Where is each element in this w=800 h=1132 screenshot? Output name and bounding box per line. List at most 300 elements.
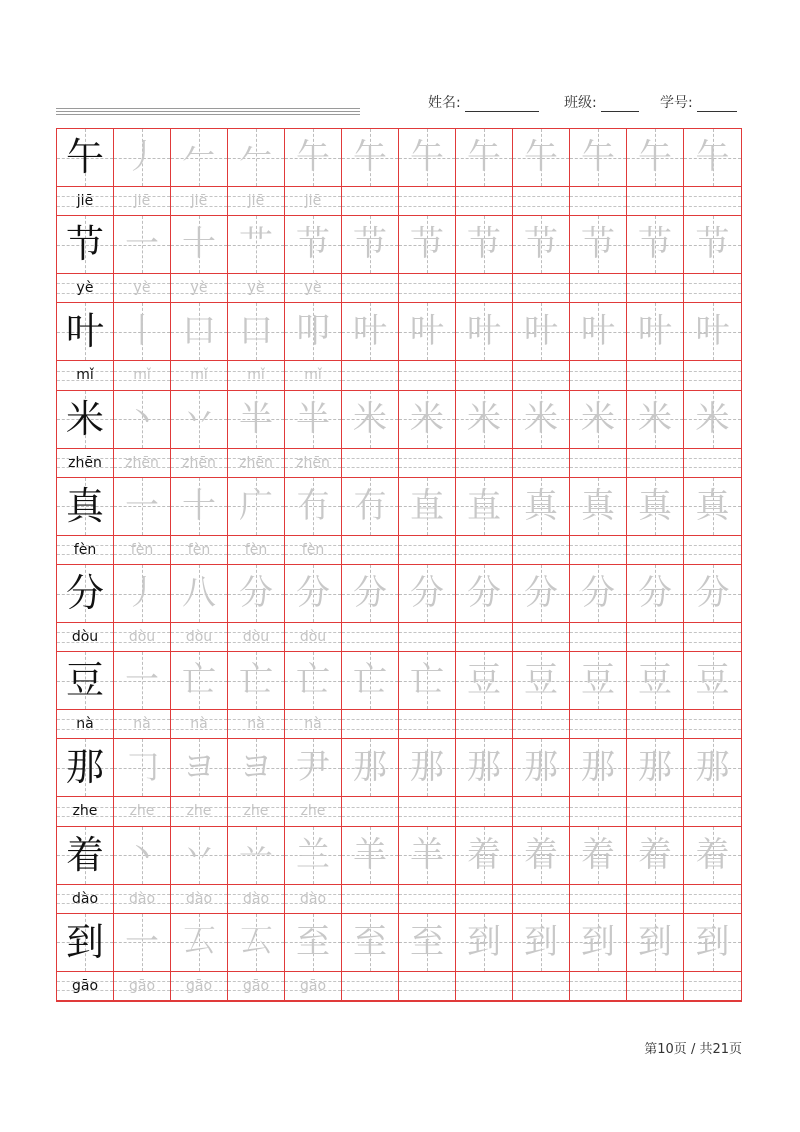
pinyin-band [57, 971, 741, 1001]
trace-pinyin-cell[interactable] [114, 623, 171, 651]
trace-pinyin-cell[interactable] [228, 536, 285, 564]
trace-character-cell[interactable] [285, 565, 342, 622]
trace-pinyin-cell[interactable] [684, 885, 741, 913]
trace-character: 一 [125, 660, 159, 701]
trace-character-cell[interactable] [285, 216, 342, 273]
trace-pinyin-cell[interactable] [456, 449, 513, 477]
trace-pinyin-cell[interactable] [627, 449, 684, 477]
model-character-cell[interactable] [57, 391, 114, 448]
trace-character: 着 [638, 834, 672, 875]
trace-pinyin-cell[interactable] [399, 885, 456, 913]
class-blank[interactable] [601, 97, 639, 112]
trace-character-cell[interactable] [399, 827, 456, 884]
trace-pinyin-cell[interactable] [285, 710, 342, 738]
trace-pinyin-cell[interactable] [513, 449, 570, 477]
trace-character-cell[interactable] [456, 216, 513, 273]
trace-character-cell[interactable] [114, 652, 171, 709]
trace-character-cell[interactable] [228, 478, 285, 535]
trace-pinyin-cell[interactable] [513, 361, 570, 389]
trace-character-cell[interactable] [171, 303, 228, 360]
trace-pinyin-cell[interactable] [171, 797, 228, 825]
model-character: 豆 [65, 658, 104, 703]
trace-pinyin-cell[interactable] [513, 710, 570, 738]
student-number-field[interactable] [660, 92, 737, 112]
trace-pinyin-cell[interactable] [228, 274, 285, 302]
model-pinyin-cell[interactable] [57, 187, 114, 215]
trace-pinyin-cell[interactable] [627, 972, 684, 1000]
trace-pinyin-cell[interactable] [114, 274, 171, 302]
trace-pinyin-cell[interactable] [399, 274, 456, 302]
trace-pinyin-cell[interactable] [399, 972, 456, 1000]
name-label: 姓名: [428, 95, 461, 111]
trace-pinyin-cell[interactable] [399, 710, 456, 738]
trace-pinyin-cell[interactable] [285, 361, 342, 389]
trace-pinyin: zhēn [296, 454, 330, 471]
trace-character-cell[interactable] [399, 478, 456, 535]
trace-character-cell[interactable] [399, 303, 456, 360]
trace-character-cell[interactable] [285, 303, 342, 360]
trace-pinyin-cell[interactable] [285, 449, 342, 477]
trace-pinyin-cell[interactable] [285, 797, 342, 825]
trace-pinyin-cell[interactable] [513, 885, 570, 913]
trace-pinyin-cell[interactable] [684, 710, 741, 738]
trace-pinyin-cell[interactable] [171, 536, 228, 564]
trace-pinyin-cell[interactable] [114, 972, 171, 1000]
trace-character-cell[interactable] [228, 565, 285, 622]
trace-pinyin-cell[interactable] [513, 797, 570, 825]
trace-character: 亡 [410, 660, 444, 701]
trace-pinyin: zhēn [182, 454, 216, 471]
trace-character-cell[interactable] [171, 129, 228, 186]
trace-character-cell[interactable] [684, 739, 741, 796]
trace-character-cell[interactable] [342, 914, 399, 971]
trace-pinyin: zhe [243, 803, 269, 820]
trace-character-cell[interactable] [399, 391, 456, 448]
trace-pinyin-cell[interactable] [684, 536, 741, 564]
model-pinyin-cell[interactable] [57, 797, 114, 825]
trace-pinyin-cell[interactable] [342, 536, 399, 564]
trace-pinyin-cell[interactable] [456, 536, 513, 564]
trace-character-cell[interactable] [570, 739, 627, 796]
trace-character: 那 [353, 747, 387, 788]
trace-character-cell[interactable] [627, 652, 684, 709]
trace-character-cell[interactable] [399, 129, 456, 186]
model-character-cell[interactable] [57, 914, 114, 971]
trace-pinyin-cell[interactable] [684, 187, 741, 215]
trace-pinyin-cell[interactable] [171, 710, 228, 738]
trace-character: 亡 [239, 660, 273, 701]
practice-row [57, 391, 741, 478]
trace-character-cell[interactable] [399, 652, 456, 709]
trace-pinyin-cell[interactable] [627, 274, 684, 302]
trace-character-cell[interactable] [627, 914, 684, 971]
model-character-cell[interactable] [57, 652, 114, 709]
trace-character-cell[interactable] [570, 565, 627, 622]
trace-pinyin-cell[interactable] [171, 274, 228, 302]
trace-character-cell[interactable] [342, 391, 399, 448]
trace-pinyin-cell[interactable] [456, 885, 513, 913]
trace-pinyin-cell[interactable] [171, 449, 228, 477]
trace-pinyin-cell[interactable] [228, 972, 285, 1000]
trace-character-cell[interactable] [456, 303, 513, 360]
trace-pinyin-cell[interactable] [285, 536, 342, 564]
trace-character: 那 [410, 747, 444, 788]
trace-character-cell[interactable] [513, 914, 570, 971]
trace-pinyin-cell[interactable] [684, 972, 741, 1000]
trace-pinyin-cell[interactable] [456, 187, 513, 215]
trace-character-cell[interactable] [228, 652, 285, 709]
trace-pinyin-cell[interactable] [570, 885, 627, 913]
trace-character-cell[interactable] [342, 652, 399, 709]
class-field[interactable] [564, 92, 639, 112]
trace-character-cell[interactable] [228, 129, 285, 186]
trace-character-cell[interactable] [684, 391, 741, 448]
trace-character: 节 [524, 224, 558, 265]
trace-character-cell[interactable] [399, 739, 456, 796]
practice-row [57, 478, 741, 565]
trace-character: 节 [695, 224, 730, 265]
trace-character: 分 [467, 573, 501, 613]
trace-pinyin-cell[interactable] [228, 623, 285, 651]
trace-character-cell[interactable] [114, 129, 171, 186]
trace-character-cell[interactable] [342, 129, 399, 186]
name-blank[interactable] [465, 97, 539, 112]
trace-character-cell[interactable] [342, 827, 399, 884]
trace-pinyin-cell[interactable] [114, 187, 171, 215]
trace-pinyin-cell[interactable] [285, 885, 342, 913]
model-pinyin-cell[interactable] [57, 885, 114, 913]
trace-pinyin-cell[interactable] [171, 972, 228, 1000]
trace-pinyin-cell[interactable] [171, 623, 228, 651]
trace-character-cell[interactable] [285, 914, 342, 971]
trace-character: 着 [467, 834, 501, 875]
trace-character-cell[interactable] [513, 129, 570, 186]
trace-character-cell[interactable] [285, 129, 342, 186]
trace-character-cell[interactable] [684, 827, 741, 884]
trace-pinyin-cell[interactable] [570, 361, 627, 389]
trace-character-cell[interactable] [570, 478, 627, 535]
trace-character-cell[interactable] [456, 565, 513, 622]
trace-character: 丿 [125, 573, 159, 613]
trace-character-cell[interactable] [285, 478, 342, 535]
trace-pinyin-cell[interactable] [342, 623, 399, 651]
trace-pinyin-cell[interactable] [399, 797, 456, 825]
trace-character: 直 [467, 485, 501, 526]
trace-pinyin: fèn [301, 541, 325, 558]
trace-pinyin-cell[interactable] [228, 361, 285, 389]
trace-pinyin-cell[interactable] [285, 274, 342, 302]
trace-pinyin-cell[interactable] [114, 536, 171, 564]
pinyin-band [57, 186, 741, 216]
model-pinyin-cell[interactable] [57, 274, 114, 302]
trace-pinyin-cell[interactable] [627, 710, 684, 738]
trace-character-cell[interactable] [513, 391, 570, 448]
trace-character: 冇 [296, 485, 330, 526]
trace-character-cell[interactable] [456, 914, 513, 971]
trace-character-cell[interactable] [399, 914, 456, 971]
trace-pinyin-cell[interactable] [513, 623, 570, 651]
trace-character-cell[interactable] [684, 565, 741, 622]
trace-pinyin-cell[interactable] [684, 274, 741, 302]
trace-character-cell[interactable] [684, 129, 741, 186]
trace-pinyin-cell[interactable] [285, 623, 342, 651]
trace-character-cell[interactable] [684, 303, 741, 360]
model-pinyin-cell[interactable] [57, 361, 114, 389]
trace-pinyin: zhe [129, 803, 155, 820]
trace-pinyin-cell[interactable] [513, 187, 570, 215]
trace-character-cell[interactable] [114, 739, 171, 796]
trace-character-cell[interactable] [627, 739, 684, 796]
model-character-cell[interactable] [57, 565, 114, 622]
trace-character-cell[interactable] [570, 391, 627, 448]
model-character-cell[interactable] [57, 739, 114, 796]
trace-pinyin-cell[interactable] [114, 361, 171, 389]
trace-pinyin-cell[interactable] [114, 710, 171, 738]
model-pinyin-cell[interactable] [57, 710, 114, 738]
trace-pinyin-cell[interactable] [570, 187, 627, 215]
trace-pinyin-cell[interactable] [342, 187, 399, 215]
trace-pinyin: dòu [299, 629, 327, 645]
trace-character-cell[interactable] [456, 739, 513, 796]
trace-character-cell[interactable] [342, 303, 399, 360]
trace-pinyin-cell[interactable] [627, 623, 684, 651]
trace-pinyin-cell[interactable] [342, 797, 399, 825]
trace-character-cell[interactable] [114, 216, 171, 273]
model-character-cell[interactable] [57, 827, 114, 884]
trace-character-cell[interactable] [570, 827, 627, 884]
model-pinyin-cell[interactable] [57, 449, 114, 477]
trace-character-cell[interactable] [228, 216, 285, 273]
trace-character-cell[interactable] [228, 914, 285, 971]
model-character: 到 [65, 919, 104, 964]
trace-pinyin-cell[interactable] [114, 449, 171, 477]
trace-character-cell[interactable] [570, 303, 627, 360]
trace-pinyin: fèn [187, 541, 211, 558]
trace-character-cell[interactable] [684, 216, 741, 273]
trace-pinyin-cell[interactable] [570, 710, 627, 738]
trace-character-cell[interactable] [114, 827, 171, 884]
trace-pinyin: gāo [185, 977, 213, 994]
model-character: 真 [65, 483, 104, 528]
trace-character: 米 [467, 398, 501, 439]
trace-pinyin-cell[interactable] [570, 797, 627, 825]
trace-character: 节 [296, 224, 330, 265]
model-pinyin: yè [76, 280, 94, 297]
trace-pinyin-cell[interactable] [684, 797, 741, 825]
trace-character-cell[interactable] [228, 827, 285, 884]
trace-pinyin-cell[interactable] [627, 797, 684, 825]
trace-pinyin-cell[interactable] [342, 449, 399, 477]
trace-character-cell[interactable] [456, 391, 513, 448]
trace-character-cell[interactable] [171, 827, 228, 884]
trace-pinyin: zhēn [239, 454, 273, 471]
trace-pinyin-cell[interactable] [228, 187, 285, 215]
trace-character-cell[interactable] [627, 827, 684, 884]
trace-character-cell[interactable] [684, 914, 741, 971]
trace-pinyin-cell[interactable] [171, 885, 228, 913]
trace-pinyin-cell[interactable] [456, 623, 513, 651]
trace-pinyin-cell[interactable] [285, 972, 342, 1000]
number-blank[interactable] [697, 97, 737, 112]
trace-character-cell[interactable] [228, 303, 285, 360]
trace-character-cell[interactable] [627, 129, 684, 186]
trace-pinyin-cell[interactable] [228, 797, 285, 825]
trace-pinyin-cell[interactable] [399, 361, 456, 389]
trace-pinyin-cell[interactable] [456, 361, 513, 389]
trace-pinyin-cell[interactable] [627, 536, 684, 564]
trace-character-cell[interactable] [513, 478, 570, 535]
trace-character-cell[interactable] [627, 478, 684, 535]
trace-pinyin: dòu [242, 629, 270, 645]
model-pinyin: mǐ [76, 367, 94, 384]
trace-character-cell[interactable] [684, 478, 741, 535]
trace-pinyin-cell[interactable] [399, 623, 456, 651]
trace-character-cell[interactable] [342, 216, 399, 273]
trace-character: 分 [638, 573, 672, 613]
trace-character-cell[interactable] [114, 303, 171, 360]
trace-pinyin-cell[interactable] [171, 187, 228, 215]
character-band [57, 565, 741, 622]
model-character: 分 [65, 571, 104, 615]
trace-character-cell[interactable] [456, 827, 513, 884]
trace-character: 午 [695, 137, 730, 177]
trace-pinyin-cell[interactable] [627, 361, 684, 389]
trace-pinyin-cell[interactable] [171, 361, 228, 389]
model-pinyin-cell[interactable] [57, 623, 114, 651]
model-pinyin: zhēn [68, 454, 102, 471]
trace-pinyin-cell[interactable] [114, 797, 171, 825]
trace-character-cell[interactable] [171, 478, 228, 535]
trace-character: ヨ [182, 747, 216, 788]
trace-pinyin-cell[interactable] [627, 187, 684, 215]
trace-character-cell[interactable] [456, 129, 513, 186]
model-character-cell[interactable] [57, 478, 114, 535]
trace-character-cell[interactable] [171, 391, 228, 448]
trace-pinyin-cell[interactable] [228, 449, 285, 477]
trace-character-cell[interactable] [627, 303, 684, 360]
trace-character-cell[interactable] [114, 914, 171, 971]
trace-character-cell[interactable] [171, 914, 228, 971]
practice-row [57, 565, 741, 652]
trace-character-cell[interactable] [171, 565, 228, 622]
trace-pinyin-cell[interactable] [399, 449, 456, 477]
trace-character-cell[interactable] [399, 565, 456, 622]
trace-character-cell[interactable] [114, 391, 171, 448]
trace-character-cell[interactable] [513, 827, 570, 884]
trace-pinyin-cell[interactable] [342, 885, 399, 913]
model-pinyin-cell[interactable] [57, 536, 114, 564]
trace-character-cell[interactable] [399, 216, 456, 273]
trace-pinyin-cell[interactable] [456, 274, 513, 302]
trace-character-cell[interactable] [285, 391, 342, 448]
trace-pinyin-cell[interactable] [456, 710, 513, 738]
model-character-cell[interactable] [57, 216, 114, 273]
model-character: 米 [65, 396, 104, 441]
trace-character-cell[interactable] [570, 914, 627, 971]
trace-pinyin-cell[interactable] [513, 536, 570, 564]
model-character-cell[interactable] [57, 303, 114, 360]
trace-pinyin-cell[interactable] [570, 623, 627, 651]
trace-pinyin-cell[interactable] [456, 972, 513, 1000]
trace-character-cell[interactable] [342, 478, 399, 535]
trace-character-cell[interactable] [627, 391, 684, 448]
trace-pinyin-cell[interactable] [570, 536, 627, 564]
trace-pinyin-cell[interactable] [285, 187, 342, 215]
trace-character-cell[interactable] [285, 739, 342, 796]
trace-pinyin-cell[interactable] [570, 449, 627, 477]
trace-character: 兰 [296, 834, 330, 875]
trace-pinyin-cell[interactable] [684, 449, 741, 477]
student-name-field[interactable] [428, 92, 539, 112]
trace-character-cell[interactable] [342, 565, 399, 622]
trace-pinyin-cell[interactable] [513, 274, 570, 302]
trace-pinyin-cell[interactable] [570, 274, 627, 302]
trace-character-cell[interactable] [513, 565, 570, 622]
trace-character: 节 [581, 224, 615, 265]
trace-character-cell[interactable] [228, 739, 285, 796]
trace-pinyin-cell[interactable] [342, 972, 399, 1000]
trace-character-cell[interactable] [456, 478, 513, 535]
trace-character: 尹 [296, 747, 330, 788]
trace-character-cell[interactable] [171, 739, 228, 796]
model-pinyin-cell[interactable] [57, 972, 114, 1000]
trace-character-cell[interactable] [114, 565, 171, 622]
trace-character-cell[interactable] [513, 216, 570, 273]
trace-character-cell[interactable] [570, 216, 627, 273]
trace-pinyin: yè [304, 280, 322, 297]
trace-character: 半 [239, 398, 273, 439]
practice-row [57, 739, 741, 826]
trace-character-cell[interactable] [513, 739, 570, 796]
trace-character-cell[interactable] [570, 129, 627, 186]
trace-character-cell[interactable] [684, 652, 741, 709]
trace-character-cell[interactable] [342, 739, 399, 796]
trace-character: 分 [353, 573, 387, 613]
trace-character-cell[interactable] [171, 216, 228, 273]
trace-pinyin-cell[interactable] [513, 972, 570, 1000]
trace-pinyin-cell[interactable] [342, 274, 399, 302]
trace-pinyin-cell[interactable] [399, 187, 456, 215]
trace-pinyin-cell[interactable] [342, 710, 399, 738]
model-character-cell[interactable] [57, 129, 114, 186]
trace-character: 到 [524, 921, 558, 962]
trace-pinyin-cell[interactable] [399, 536, 456, 564]
trace-character: 至 [353, 921, 387, 962]
trace-character: 真 [524, 485, 558, 526]
trace-pinyin-cell[interactable] [570, 972, 627, 1000]
trace-pinyin-cell[interactable] [456, 797, 513, 825]
trace-pinyin-cell[interactable] [684, 361, 741, 389]
trace-character-cell[interactable] [570, 652, 627, 709]
trace-pinyin: dào [242, 890, 270, 907]
trace-character-cell[interactable] [627, 565, 684, 622]
trace-pinyin-cell[interactable] [228, 710, 285, 738]
trace-pinyin-cell[interactable] [342, 361, 399, 389]
trace-pinyin-cell[interactable] [228, 885, 285, 913]
trace-character-cell[interactable] [513, 652, 570, 709]
trace-pinyin-cell[interactable] [627, 885, 684, 913]
trace-character-cell[interactable] [285, 652, 342, 709]
trace-character-cell[interactable] [456, 652, 513, 709]
trace-character-cell[interactable] [513, 303, 570, 360]
trace-character-cell[interactable] [114, 478, 171, 535]
trace-character-cell[interactable] [171, 652, 228, 709]
trace-character-cell[interactable] [228, 391, 285, 448]
trace-pinyin-cell[interactable] [684, 623, 741, 651]
trace-character-cell[interactable] [285, 827, 342, 884]
trace-character-cell[interactable] [627, 216, 684, 273]
trace-pinyin-cell[interactable] [114, 885, 171, 913]
